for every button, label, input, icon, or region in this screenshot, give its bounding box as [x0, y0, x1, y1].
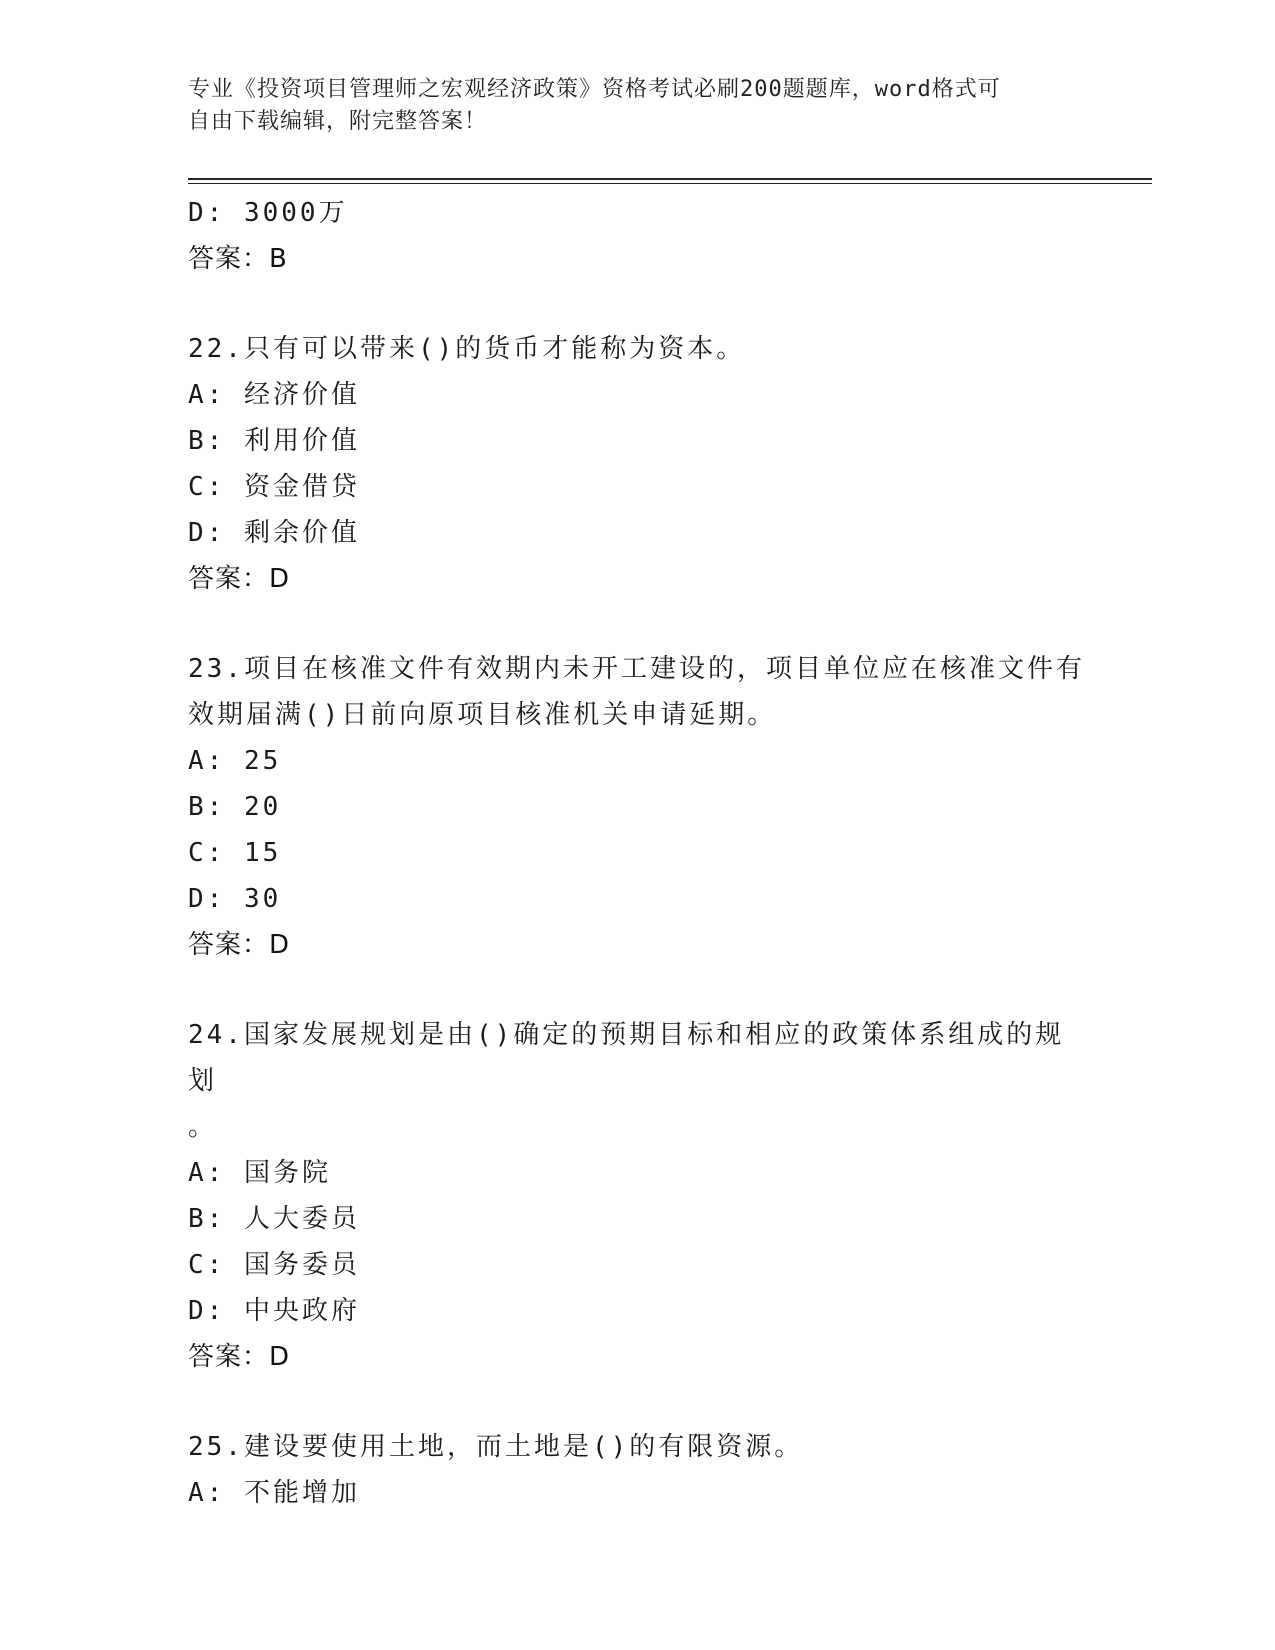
answer-line: 答案：D [188, 1342, 291, 1372]
option-c: C: 15 [188, 838, 282, 868]
option-a: A: 不能增加 [188, 1478, 360, 1508]
question-text-line-2: 效期届满()日前向原项目核准机关申请延期。 [188, 700, 777, 730]
option-c: C: 资金借贷 [188, 472, 360, 502]
question-text: 25.建设要使用土地，而土地是()的有限资源。 [188, 1432, 804, 1462]
page-header [188, 74, 1068, 138]
option-a: A: 25 [188, 746, 282, 776]
option-d: D: 剩余价值 [188, 518, 360, 548]
option-b: B: 20 [188, 792, 282, 822]
question-22 [188, 326, 1088, 602]
option-d: D: 中央政府 [188, 1296, 360, 1326]
option-d: D: 30 [188, 884, 282, 914]
option-c: C: 国务委员 [188, 1250, 360, 1280]
option-b: B: 利用价值 [188, 426, 360, 456]
question-text-line-1: 24.国家发展规划是由()确定的预期目标和相应的政策体系组成的规划 [188, 1020, 1065, 1096]
question-text-line-2: 。 [188, 1112, 218, 1142]
option-a: A: 国务院 [188, 1158, 331, 1188]
header-divider-thick [188, 178, 1152, 180]
answer-line: 答案：D [188, 564, 291, 594]
question-24 [188, 1012, 1088, 1380]
option-b: B: 人大委员 [188, 1204, 360, 1234]
header-title-line-2: 自由下载编辑，附完整答案！ [188, 109, 488, 134]
question-23 [188, 646, 1088, 968]
answer-line: 答案：D [188, 930, 291, 960]
header-title-line-1: 专业《投资项目管理师之宏观经济政策》资格考试必刷200题题库，word格式可 [188, 77, 1001, 102]
question-25 [188, 1424, 1088, 1516]
question-text-line-1: 23.项目在核准文件有效期内未开工建设的，项目单位应在核准文件有 [188, 654, 1085, 684]
document-body [188, 190, 1088, 1516]
header-divider-thin [188, 183, 1152, 184]
question-text: 22.只有可以带来()的货币才能称为资本。 [188, 334, 746, 364]
option-d: D: 3000万 [188, 198, 348, 228]
option-a: A: 经济价值 [188, 380, 360, 410]
previous-question-tail [188, 190, 1088, 282]
answer-line: 答案：B [188, 244, 288, 274]
